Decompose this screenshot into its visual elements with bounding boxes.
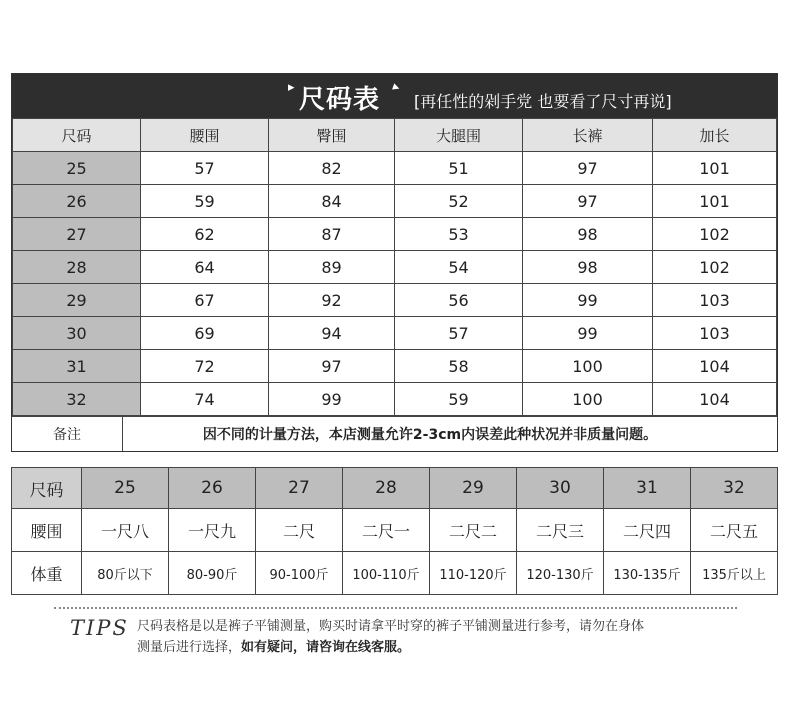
waist-value-cell: 二尺 — [256, 509, 343, 552]
size-table-row — [13, 284, 777, 317]
weight-row-label: 体重 — [12, 552, 82, 595]
size-table-row — [13, 350, 777, 383]
measurement-cell: 52 — [395, 185, 523, 218]
measurement-cell: 97 — [269, 350, 395, 383]
column-header: 腰围 — [141, 119, 269, 152]
measurement-cell: 57 — [395, 317, 523, 350]
measurement-cell: 57 — [141, 152, 269, 185]
weight-value-cell: 135斤以上 — [691, 552, 778, 595]
measurement-cell: 69 — [141, 317, 269, 350]
weight-value-cell: 90-100斤 — [256, 552, 343, 595]
weight-value-cell: 80-90斤 — [169, 552, 256, 595]
size-table-row — [13, 152, 777, 185]
size-table-row — [13, 251, 777, 284]
waist-value-cell: 二尺二 — [430, 509, 517, 552]
measurement-cell: 64 — [141, 251, 269, 284]
waist-value-cell: 一尺九 — [169, 509, 256, 552]
measurement-cell: 92 — [269, 284, 395, 317]
column-header: 大腿围 — [395, 119, 523, 152]
weight-value-cell: 100-110斤 — [343, 552, 430, 595]
measurement-cell: 97 — [523, 185, 653, 218]
measurement-cell: 54 — [395, 251, 523, 284]
measurement-cell: 97 — [523, 152, 653, 185]
size-table-row — [13, 383, 777, 416]
measurement-cell: 99 — [523, 317, 653, 350]
weight-value-cell: 120-130斤 — [517, 552, 604, 595]
measurement-cell: 51 — [395, 152, 523, 185]
waist-value-cell: 一尺八 — [82, 509, 169, 552]
note-label: 备注 — [12, 417, 123, 451]
waist-row-label: 腰围 — [12, 509, 82, 552]
size-value-cell: 29 — [430, 468, 517, 509]
measurement-cell: 59 — [141, 185, 269, 218]
size-table-body — [13, 152, 777, 416]
waist-weight-table — [11, 467, 778, 595]
waist-row — [12, 509, 778, 552]
measurement-cell: 101 — [653, 152, 777, 185]
tips-label: TIPS — [70, 616, 129, 640]
measurement-cell: 103 — [653, 284, 777, 317]
note-text: 因不同的计量方法，本店测量允许2-3cm内误差此种状况并非质量问题。 — [202, 427, 658, 443]
column-header: 加长 — [653, 119, 777, 152]
measurement-cell: 99 — [523, 284, 653, 317]
measurement-cell: 56 — [395, 284, 523, 317]
weight-value-cell: 130-135斤 — [604, 552, 691, 595]
size-cell: 31 — [13, 350, 141, 383]
measurement-cell: 72 — [141, 350, 269, 383]
size-table-title-bar — [12, 74, 777, 118]
measurement-cell: 100 — [523, 383, 653, 416]
tips-line-2-plain: 测量后进行选择， — [137, 640, 242, 655]
tips-text — [137, 616, 737, 658]
size-cell: 28 — [13, 251, 141, 284]
weight-value-cell: 110-120斤 — [430, 552, 517, 595]
measurement-cell: 98 — [523, 251, 653, 284]
measurement-cell: 104 — [653, 383, 777, 416]
size-cell: 25 — [13, 152, 141, 185]
size-row-label: 尺码 — [12, 468, 82, 509]
size-row — [12, 468, 778, 509]
weight-value-cell: 80斤以下 — [82, 552, 169, 595]
size-cell: 30 — [13, 317, 141, 350]
size-table-row — [13, 185, 777, 218]
measurement-cell: 94 — [269, 317, 395, 350]
tips-line-1: 尺码表格是以是裤子平铺测量，购买时请拿平时穿的裤子平铺测量进行参考，请勿在身体 — [137, 619, 645, 634]
column-header: 长裤 — [523, 119, 653, 152]
size-cell: 26 — [13, 185, 141, 218]
size-cell: 29 — [13, 284, 141, 317]
measurement-cell: 99 — [269, 383, 395, 416]
waist-value-cell: 二尺五 — [691, 509, 778, 552]
measurement-cell: 67 — [141, 284, 269, 317]
size-cell: 27 — [13, 218, 141, 251]
size-cell: 32 — [13, 383, 141, 416]
measurement-cell: 89 — [269, 251, 395, 284]
column-header: 尺码 — [13, 119, 141, 152]
size-value-cell: 27 — [256, 468, 343, 509]
measurement-cell: 87 — [269, 218, 395, 251]
tips-line-2-bold: 如有疑问，请咨询在线客服。 — [241, 640, 411, 655]
note-row — [12, 416, 777, 451]
measurement-cell: 84 — [269, 185, 395, 218]
measurement-cell: 82 — [269, 152, 395, 185]
size-table-title: 尺码表 — [299, 85, 381, 115]
measurement-cell: 101 — [653, 185, 777, 218]
weight-row — [12, 552, 778, 595]
size-table-row — [13, 317, 777, 350]
size-table-header-row — [13, 119, 777, 152]
measurement-cell: 103 — [653, 317, 777, 350]
size-value-cell: 28 — [343, 468, 430, 509]
measurement-cell: 59 — [395, 383, 523, 416]
measurement-cell: 104 — [653, 350, 777, 383]
waist-value-cell: 二尺一 — [343, 509, 430, 552]
size-value-cell: 31 — [604, 468, 691, 509]
measurement-cell: 62 — [141, 218, 269, 251]
size-value-cell: 25 — [82, 468, 169, 509]
title-accent-mark-right: ▸ — [390, 79, 402, 96]
measurement-cell: 58 — [395, 350, 523, 383]
size-value-cell: 30 — [517, 468, 604, 509]
measurement-cell: 102 — [653, 218, 777, 251]
measurement-cell: 102 — [653, 251, 777, 284]
size-table-subtitle: [再任性的剁手党 也要看了尺寸再说] — [414, 92, 672, 111]
size-value-cell: 32 — [691, 468, 778, 509]
measurement-cell: 74 — [141, 383, 269, 416]
measurement-cell: 53 — [395, 218, 523, 251]
size-table — [11, 73, 778, 452]
measurement-cell: 98 — [523, 218, 653, 251]
measurement-cell: 100 — [523, 350, 653, 383]
waist-value-cell: 二尺三 — [517, 509, 604, 552]
waist-weight-grid — [11, 467, 778, 595]
tips-divider — [54, 607, 737, 609]
waist-value-cell: 二尺四 — [604, 509, 691, 552]
size-value-cell: 26 — [169, 468, 256, 509]
column-header: 臀围 — [269, 119, 395, 152]
size-table-grid — [12, 118, 777, 416]
size-table-row — [13, 218, 777, 251]
tips-line-2 — [137, 637, 737, 658]
title-accent-mark: ▸ — [288, 80, 295, 95]
